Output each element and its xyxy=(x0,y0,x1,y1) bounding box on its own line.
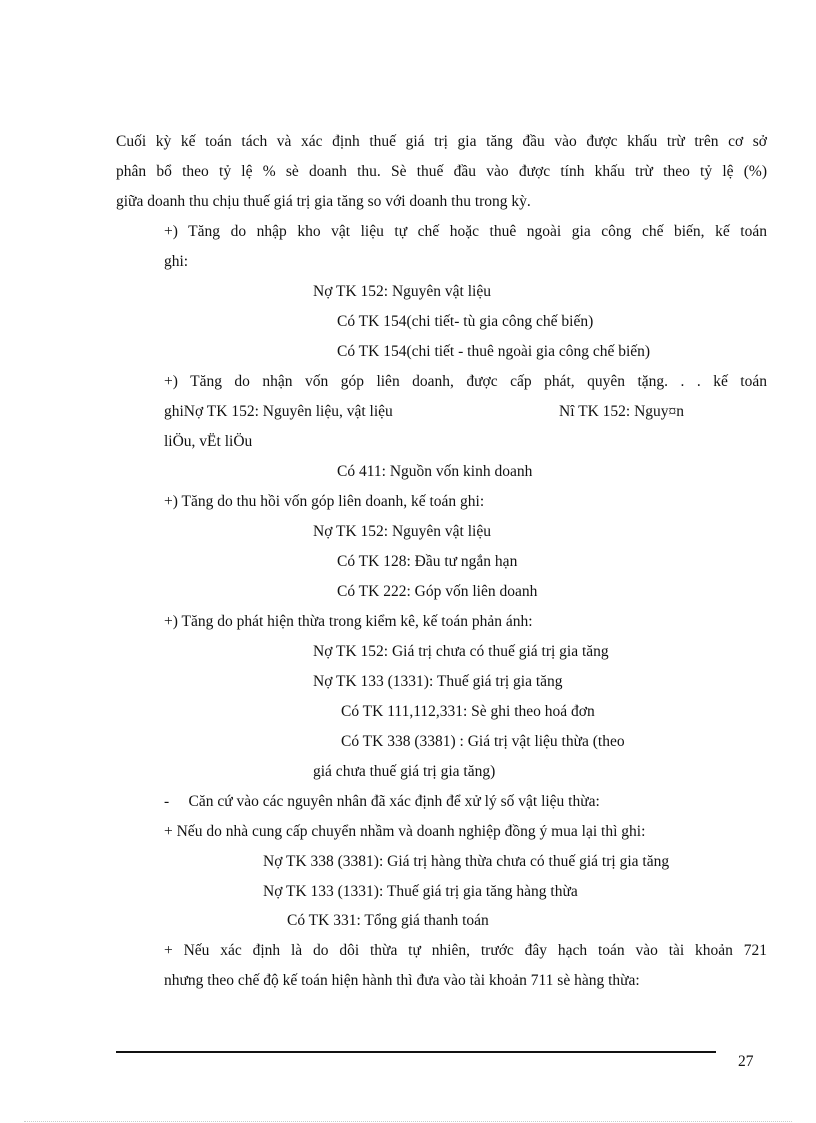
text-line: Nî TK 152: Nguy¤n xyxy=(559,403,685,420)
footer-rule xyxy=(116,1051,716,1053)
text-line: Nợ TK 152: Nguyên vật liệu xyxy=(313,523,491,540)
text-line: Nợ TK 133 (1331): Thuế giá trị gia tăng hàng thừa xyxy=(263,883,578,900)
text-line: +) Tăng do nhập kho vật liệu tự chế hoặc thuê ngoài gia công chế biến, kế toán xyxy=(164,223,767,240)
text-line: Có TK 222: Góp vốn liên doanh xyxy=(337,583,538,600)
text-line: Có TK 331: Tổng giá thanh toán xyxy=(287,912,489,929)
text-line: Nợ TK 338 (3381): Giá trị hàng thừa chưa có thuế giá trị gia tăng xyxy=(263,853,670,870)
text-line: giữa doanh thu chịu thuế giá trị gia tăng so với doanh thu trong kỳ. xyxy=(116,193,531,210)
text-line: +) Tăng do phát hiện thừa trong kiểm kê, kế toán phản ánh: xyxy=(164,613,533,630)
text-line: +) Tăng do nhận vốn góp liên doanh, được cấp phát, quyên tặng. . . kế toán xyxy=(164,373,767,390)
text-line: Có TK 154(chi tiết- tù gia công chế biến) xyxy=(337,313,594,330)
text-line: - Căn cứ vào các nguyên nhân đã xác định để xử lý số vật liệu thừa: xyxy=(164,793,600,810)
text-line: + Nếu xác định là do dôi thừa tự nhiên, trước đây hạch toán vào tài khoản 721 xyxy=(164,942,767,959)
text-line: Cuối kỳ kế toán tách và xác định thuế giá trị gia tăng đầu vào được khấu trừ trên cơ sở xyxy=(116,133,767,150)
text-line: Nợ TK 133 (1331): Thuế giá trị gia tăng xyxy=(313,673,563,690)
text-line: Nợ TK 152: Giá trị chưa có thuế giá trị gia tăng xyxy=(313,643,609,660)
text-line: +) Tăng do thu hồi vốn góp liên doanh, kế toán ghi: xyxy=(164,493,485,510)
text-line: nhưng theo chế độ kế toán hiện hành thì đưa vào tài khoản 711 sè hàng thừa: xyxy=(164,972,640,989)
page-number: 27 xyxy=(738,1053,754,1070)
text-line: ghiNợ TK 152: Nguyên liệu, vật liệu xyxy=(164,403,393,420)
text-line: ghi: xyxy=(164,253,189,270)
text-line: liÖu, vËt liÖu xyxy=(164,433,253,450)
text-line: Có TK 154(chi tiết - thuê ngoài gia công chế biến) xyxy=(337,343,651,360)
text-line: + Nếu do nhà cung cấp chuyển nhầm và doanh nghiệp đồng ý mua lại thì ghi: xyxy=(164,823,646,840)
text-line: Nợ TK 152: Nguyên vật liệu xyxy=(313,283,491,300)
text-line: Có TK 338 (3381) : Giá trị vật liệu thừa (theo xyxy=(341,733,625,750)
text-line: Có TK 128: Đầu tư ngắn hạn xyxy=(337,553,518,570)
text-line: Có TK 111,112,331: Sè ghi theo hoá đơn xyxy=(341,703,595,720)
text-line: giá chưa thuế giá trị gia tăng) xyxy=(313,763,496,780)
text-line: phân bổ theo tỷ lệ % sè doanh thu. Sè thuế đầu vào được tính khấu trừ theo tỷ lệ (%) xyxy=(116,163,767,180)
page-bottom-divider xyxy=(24,1121,792,1122)
text-line: Có 411: Nguồn vốn kinh doanh xyxy=(337,463,533,480)
